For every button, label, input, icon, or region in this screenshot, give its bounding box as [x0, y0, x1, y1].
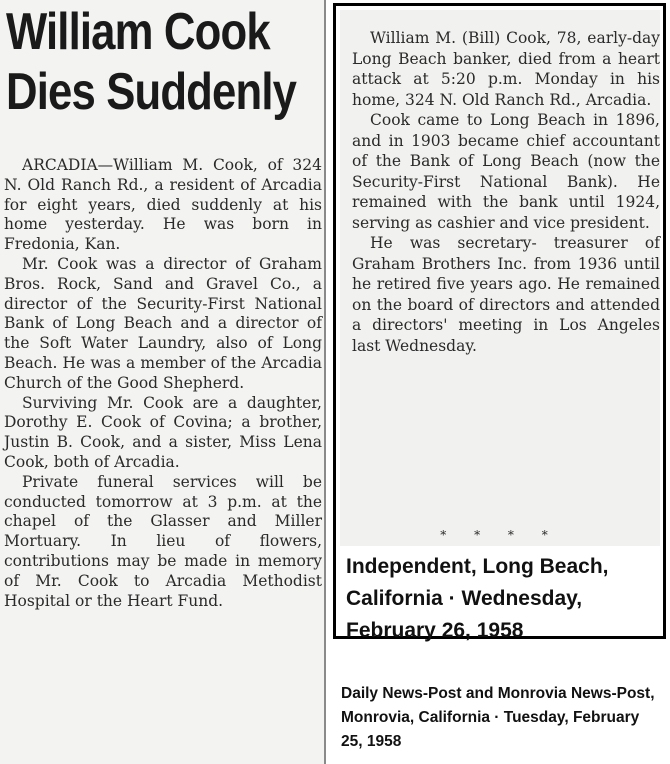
paragraph: Surviving Mr. Cook are a daughter, Dorothy E. Cook of Covina; a brother, Justin B. Cook, and a sister, Miss Lena Cook, both of Arcadia. [4, 393, 322, 471]
paragraph: Mr. Cook was a director of Graham Bros. Rock, Sand and Gravel Co., a director of the Security-First National Bank of Long Beach and a director of the Soft Water Laundry, also of Long Beach. He was a member of the Arcadia Church of the Good Shepherd. [4, 254, 322, 392]
source-citation-independent: Independent, Long Beach, California · Wednesday, February 26, 1958 [346, 555, 609, 642]
article-body-right [352, 28, 660, 356]
paragraph: ARCADIA—William M. Cook, of 324 N. Old Ranch Rd., a resident of Arcadia for eight years, died suddenly at his home yesterday. He was born in Fredonia, Kan. [4, 156, 322, 254]
right-clipping [340, 10, 660, 546]
left-clipping [0, 0, 325, 764]
right-clipping-frame [333, 3, 666, 642]
headline [6, 2, 297, 122]
separator-stars: * * * * [440, 528, 560, 542]
paragraph: Private funeral services will be conducted tomorrow at 3 p.m. at the chapel of the Glasser and Miller Mortuary. In lieu of flowers, contributions may be made in memory of Mr. Cook to Arcadia Methodist Hospital or the Heart Fund. [4, 472, 322, 610]
column-divider [324, 0, 326, 764]
article-body-left [4, 156, 322, 611]
paragraph: Cook came to Long Beach in 1896, and in 1903 became chief accountant of the Bank of Long Beach (now the Security-First National Bank). He remained with the bank until 1924, serving as cashier and vice president. [352, 111, 660, 232]
headline-line-2: Dies Suddenly [6, 63, 297, 121]
paragraph: He was secretary- treasurer of Graham Brothers Inc. from 1936 until he retired five years ago. He remained on the board of directors and attended a directors' meeting in Los Angeles last Wednesday. [352, 234, 660, 355]
paragraph: William M. (Bill) Cook, 78, early-day Long Beach banker, died from a heart attack at 5:20 p.m. Monday in his home, 324 N. Old Ranch Rd., Arcadia. [352, 29, 660, 109]
headline-line-1: William Cook [6, 3, 270, 61]
source-citation-daily-news-post: Daily News-Post and Monrovia News-Post, Monrovia, California · Tuesday, February 25, 1958 [341, 685, 655, 750]
